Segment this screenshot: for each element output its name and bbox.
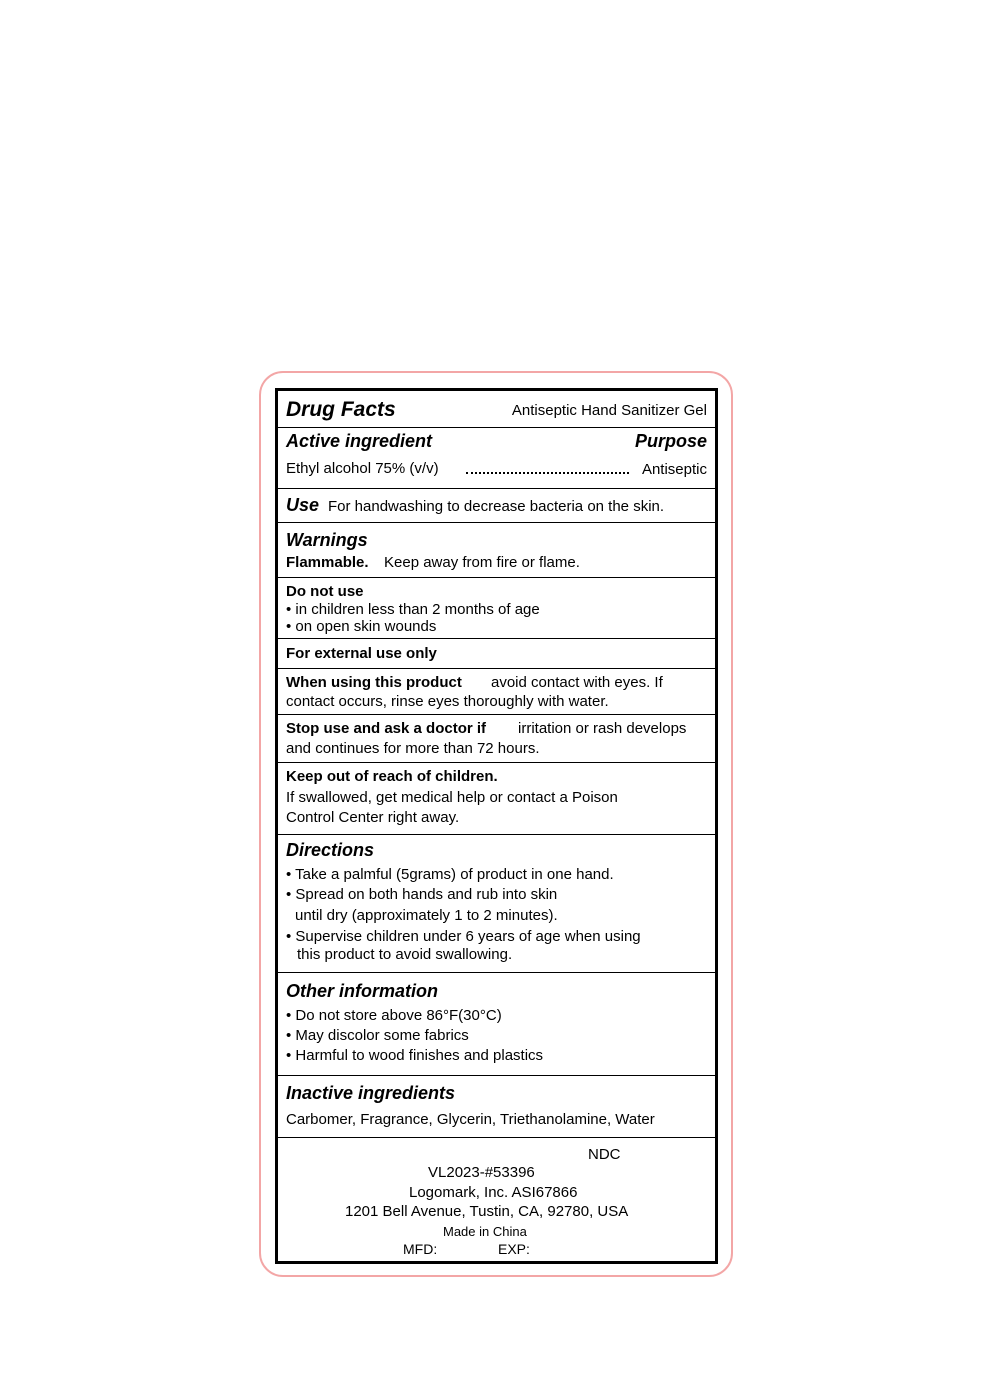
use-heading: Use — [286, 495, 320, 515]
inactive-ingredients-text: Carbomer, Fragrance, Glycerin, Triethanolamine, Water — [286, 1111, 655, 1128]
footer-section — [278, 1138, 715, 1261]
when-using-text-line2: contact occurs, rinse eyes thoroughly with water. — [286, 693, 609, 710]
warnings-section — [278, 523, 715, 578]
directions-line: until dry (approximately 1 to 2 minutes). — [295, 907, 558, 924]
other-information-section — [278, 973, 715, 1076]
external-use-text: For external use only — [286, 645, 437, 662]
keep-out-text: If swallowed, get medical help or contact a Poison — [286, 789, 618, 806]
company-name: Logomark, Inc. ASI67866 — [409, 1184, 578, 1201]
keep-out-text-line2: Control Center right away. — [286, 809, 460, 826]
when-using-label: When using this product — [286, 674, 462, 691]
active-ingredient-section — [278, 428, 715, 489]
keep-out-label: Keep out of reach of children. — [286, 768, 498, 785]
product-name: Antiseptic Hand Sanitizer Gel — [511, 402, 707, 419]
active-ingredient-name: Ethyl alcohol 75% (v/v) — [286, 460, 439, 477]
company-address: 1201 Bell Avenue, Tustin, CA, 92780, USA — [345, 1203, 629, 1220]
active-ingredient-purpose: Antiseptic — [641, 461, 707, 478]
directions-heading: Directions — [286, 840, 375, 860]
directions-line: this product to avoid swallowing. — [297, 946, 513, 963]
keep-out-section — [278, 763, 715, 835]
inactive-ingredients-heading: Inactive ingredients — [286, 1083, 456, 1103]
stop-use-text: irritation or rash develops — [518, 720, 687, 737]
other-information-item: • May discolor some fabrics — [286, 1027, 469, 1044]
do-not-use-heading: Do not use — [286, 583, 364, 600]
directions-line: • Supervise children under 6 years of age when using — [286, 928, 641, 945]
inactive-ingredients-section — [278, 1076, 715, 1138]
mfd-label: MFD: — [403, 1241, 438, 1257]
purpose-heading: Purpose — [634, 431, 707, 451]
do-not-use-item: • in children less than 2 months of age — [286, 601, 540, 618]
stop-use-section — [278, 715, 715, 763]
active-ingredient-heading: Active ingredient — [286, 431, 433, 451]
warnings-heading: Warnings — [286, 530, 368, 550]
other-information-item: • Harmful to wood finishes and plastics — [286, 1047, 544, 1064]
stop-use-label: Stop use and ask a doctor if — [286, 720, 487, 737]
flammable-text: Keep away from fire or flame. — [384, 554, 580, 571]
do-not-use-item: • on open skin wounds — [286, 618, 437, 635]
drug-facts-panel — [275, 388, 718, 1264]
when-using-section — [278, 669, 715, 715]
other-information-heading: Other information — [286, 981, 438, 1001]
directions-line: • Spread on both hands and rub into skin — [286, 886, 558, 903]
directions-section — [278, 835, 715, 973]
leader-dots — [466, 472, 629, 474]
exp-label: EXP: — [498, 1241, 530, 1257]
flammable-label: Flammable. — [286, 554, 369, 571]
use-section — [278, 489, 715, 523]
use-text: For handwashing to decrease bacteria on the skin. — [328, 498, 665, 515]
header-section — [278, 391, 715, 428]
other-information-item: • Do not store above 86°F(30°C) — [286, 1007, 502, 1024]
directions-line: • Take a palmful (5grams) of product in one hand. — [286, 866, 614, 883]
when-using-text: avoid contact with eyes. If — [491, 674, 663, 691]
drug-facts-title: Drug Facts — [286, 398, 396, 421]
ndc-label: NDC — [588, 1146, 621, 1163]
made-in-china: Made in China — [443, 1224, 527, 1239]
do-not-use-section — [278, 578, 715, 639]
product-code: VL2023-#53396 — [428, 1164, 535, 1181]
external-use-section — [278, 639, 715, 669]
stop-use-text-line2: and continues for more than 72 hours. — [286, 740, 540, 757]
